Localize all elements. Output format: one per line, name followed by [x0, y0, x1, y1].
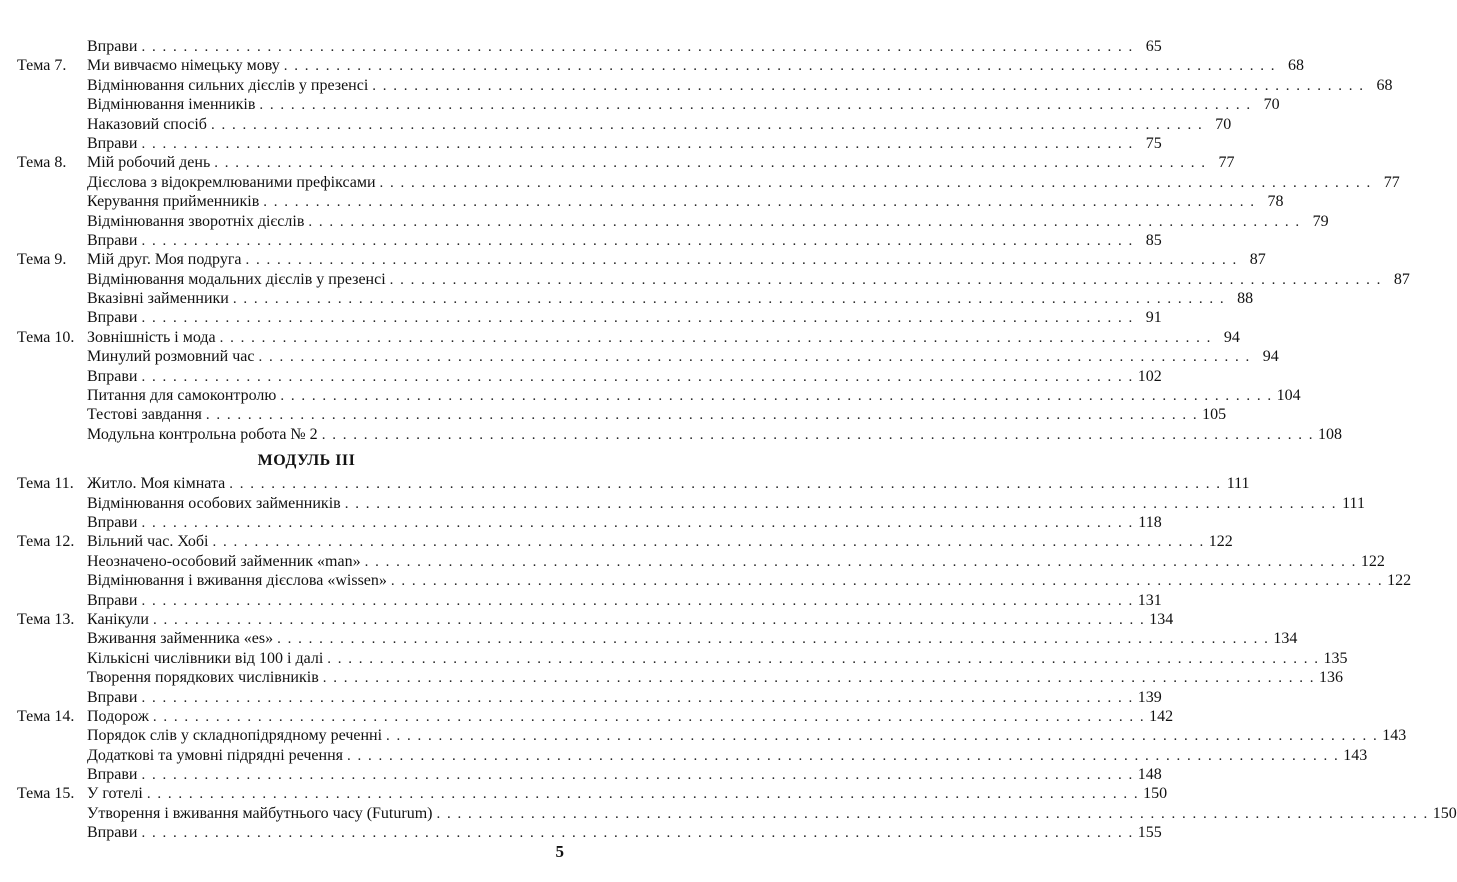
- toc-list-top: [15, 37, 1410, 444]
- toc-page-number: 91: [1145, 309, 1162, 327]
- toc-entry: [15, 629, 1298, 648]
- toc-entry-title: Відмінювання іменників: [87, 96, 256, 114]
- toc-entry: [15, 289, 1254, 308]
- toc-entry: [15, 134, 1162, 153]
- toc-entry-title: Вживання займенника «es»: [87, 630, 274, 648]
- toc-entry: [15, 513, 1162, 532]
- toc-dot-leader: [322, 426, 1314, 445]
- toc-dot-leader: [141, 368, 1133, 387]
- toc-page-number: 143: [1343, 746, 1368, 764]
- toc-entry: [15, 474, 1250, 493]
- toc-entry: [15, 95, 1280, 114]
- toc-page-number: 77: [1383, 173, 1400, 191]
- toc-page-number: 68: [1376, 76, 1393, 94]
- toc-page-number: 142: [1149, 707, 1174, 725]
- toc-entry-title: Вправи: [87, 38, 138, 55]
- toc-page-number: 94: [1262, 348, 1279, 366]
- toc-dot-leader: [263, 193, 1255, 212]
- toc-entry: [15, 76, 1393, 95]
- toc-entry: [15, 707, 1174, 726]
- toc-dot-leader: [141, 309, 1133, 328]
- toc-topic-number: Тема 10.: [17, 328, 75, 346]
- toc-dot-leader: [246, 251, 1238, 270]
- toc-topic-number: Тема 13.: [17, 610, 75, 628]
- toc-entry-title: Вільний час. Хобі: [87, 533, 209, 551]
- toc-entry: [15, 726, 1407, 745]
- toc-dot-leader: [365, 553, 1357, 572]
- toc-dot-leader: [259, 96, 1251, 115]
- toc-dot-leader: [308, 213, 1300, 232]
- toc-dot-leader: [233, 290, 1225, 309]
- toc-page-number: 134: [1149, 610, 1174, 628]
- toc-page-number: 150: [1143, 785, 1168, 803]
- toc-page-number: 122: [1387, 572, 1412, 590]
- toc-page-number: 139: [1137, 688, 1162, 706]
- toc-topic-number: Тема 9.: [17, 251, 67, 269]
- toc-entry: [15, 746, 1368, 765]
- toc-entry: [15, 668, 1343, 687]
- toc-dot-leader: [436, 805, 1428, 824]
- table-of-contents: [15, 37, 1457, 843]
- toc-entry-title: Вправи: [87, 766, 138, 784]
- toc-entry-title: Ми вивчаємо німецьку мову: [87, 57, 280, 75]
- toc-entry: [15, 308, 1162, 327]
- toc-dot-leader: [141, 689, 1133, 708]
- toc-entry: [15, 115, 1232, 134]
- toc-entry-title: Відмінювання зворотніх дієслів: [87, 212, 305, 230]
- toc-page-number: 131: [1137, 591, 1162, 609]
- toc-page-number: 134: [1273, 630, 1298, 648]
- toc-entry-title: Канікули: [87, 610, 149, 628]
- toc-dot-leader: [206, 406, 1198, 425]
- toc-entry-title: Минулий розмовний час: [87, 348, 255, 366]
- toc-entry: [15, 231, 1162, 250]
- toc-page-number: 77: [1218, 154, 1235, 172]
- toc-entry-title: Утворення і вживання майбутнього часу (Futurum): [87, 804, 433, 822]
- toc-entry-title: Відмінювання модальних дієслів у презенсі: [87, 270, 386, 288]
- toc-entry: [15, 823, 1162, 842]
- toc-dot-leader: [212, 533, 1204, 552]
- toc-dot-leader: [141, 514, 1133, 533]
- toc-entry: [15, 494, 1365, 513]
- toc-entry-title: Порядок слів у складнопідрядному реченні: [87, 727, 383, 745]
- toc-dot-leader: [347, 747, 1339, 766]
- toc-entry-title: Вказівні займенники: [87, 290, 229, 308]
- toc-entry-title: Творення порядкових числівників: [87, 669, 319, 687]
- toc-page-number: 88: [1237, 290, 1254, 308]
- toc-page-number: 78: [1267, 193, 1284, 211]
- toc-entry: [15, 591, 1162, 610]
- toc-dot-leader: [211, 116, 1203, 135]
- toc-dot-leader: [141, 766, 1133, 785]
- page-number: 5: [555, 842, 564, 861]
- toc-dot-leader: [153, 708, 1145, 727]
- toc-page-number: 70: [1263, 96, 1280, 114]
- toc-dot-leader: [391, 572, 1383, 591]
- toc-dot-leader: [220, 329, 1212, 348]
- toc-page-number: 87: [1249, 251, 1266, 269]
- toc-dot-leader: [345, 495, 1337, 514]
- toc-entry: [15, 37, 1162, 56]
- toc-page-number: 75: [1145, 134, 1162, 152]
- toc-dot-leader: [214, 154, 1206, 173]
- toc-entry: [15, 173, 1400, 192]
- toc-entry: [15, 649, 1348, 668]
- toc-dot-leader: [153, 611, 1145, 630]
- toc-entry-title: Модульна контрольна робота № 2: [87, 425, 318, 443]
- toc-page-number: 87: [1393, 270, 1410, 288]
- toc-entry-title: У готелі: [87, 785, 143, 803]
- toc-dot-leader: [141, 824, 1133, 843]
- toc-entry: [15, 367, 1162, 386]
- toc-page-number: 85: [1145, 231, 1162, 249]
- toc-page-number: 136: [1319, 669, 1343, 687]
- toc-topic-number: Тема 11.: [17, 475, 74, 493]
- module-heading: МОДУЛЬ III: [257, 452, 356, 470]
- toc-entry: [15, 765, 1162, 784]
- toc-page-number: 155: [1137, 824, 1162, 842]
- toc-entry: [15, 56, 1305, 75]
- toc-entry: [15, 250, 1266, 269]
- toc-entry-title: Вправи: [87, 513, 138, 531]
- toc-topic-number: Тема 14.: [17, 707, 75, 725]
- toc-entry-title: Мій друг. Моя подруга: [87, 251, 242, 269]
- toc-entry-title: Відмінювання особових займенників: [87, 494, 341, 512]
- toc-dot-leader: [327, 650, 1319, 669]
- toc-page-number: 111: [1342, 494, 1365, 512]
- toc-dot-leader: [141, 135, 1133, 154]
- toc-entry: [15, 610, 1174, 629]
- toc-entry-title: Мій робочий день: [87, 154, 211, 172]
- toc-page-number: 79: [1312, 212, 1329, 230]
- toc-page-number: 148: [1137, 766, 1162, 784]
- toc-entry: [15, 552, 1385, 571]
- toc-dot-leader: [141, 592, 1133, 611]
- toc-entry-title: Вправи: [87, 134, 138, 152]
- toc-page-number: 70: [1215, 115, 1232, 133]
- toc-entry: [15, 571, 1412, 590]
- toc-page-number: 122: [1208, 533, 1233, 551]
- toc-entry: [15, 192, 1284, 211]
- toc-entry-title: Відмінювання сильних дієслів у презенсі: [87, 76, 369, 94]
- toc-entry-title: Вправи: [87, 688, 138, 706]
- toc-entry-title: Керування прийменників: [87, 193, 260, 211]
- toc-entry-title: Дієслова з відокремлюваними префіксами: [87, 173, 376, 191]
- toc-entry-title: Неозначено-особовий займенник «man»: [87, 552, 361, 570]
- toc-entry-title: Житло. Моя кімната: [87, 475, 226, 493]
- toc-dot-leader: [390, 271, 1382, 290]
- toc-page-number: 111: [1226, 475, 1250, 493]
- toc-entry: [15, 804, 1457, 823]
- toc-dot-leader: [284, 57, 1276, 76]
- toc-entry-title: Подорож: [87, 707, 149, 725]
- toc-dot-leader: [280, 387, 1272, 406]
- toc-page-number: 104: [1276, 387, 1301, 405]
- toc-entry: [15, 270, 1410, 289]
- toc-entry-title: Кількісні числівники від 100 і далі: [87, 649, 324, 667]
- toc-entry-title: Вправи: [87, 367, 138, 385]
- toc-page-number: 150: [1432, 804, 1457, 822]
- toc-page-number: 65: [1145, 38, 1162, 55]
- toc-page-number: 135: [1323, 649, 1348, 667]
- toc-dot-leader: [141, 38, 1133, 57]
- toc-page-number: 143: [1382, 727, 1407, 745]
- toc-entry: [15, 425, 1342, 444]
- toc-dot-leader: [277, 630, 1269, 649]
- toc-dot-leader: [147, 785, 1139, 804]
- toc-page-number: 122: [1360, 552, 1385, 570]
- toc-dot-leader: [258, 348, 1250, 367]
- toc-entry: [15, 153, 1235, 172]
- toc-page-number: 105: [1202, 406, 1227, 424]
- toc-topic-number: Тема 7.: [17, 57, 67, 75]
- toc-entry-title: Питання для самоконтролю: [87, 387, 277, 405]
- toc-entry: [15, 405, 1227, 424]
- toc-entry-title: Наказовий спосіб: [87, 115, 207, 133]
- toc-entry-title: Тестові завдання: [87, 406, 202, 424]
- toc-entry-title: Відмінювання і вживання дієслова «wissen»: [87, 572, 387, 590]
- toc-entry: [15, 212, 1329, 231]
- toc-topic-number: Тема 8.: [17, 154, 67, 172]
- toc-entry: [15, 532, 1233, 551]
- toc-dot-leader: [323, 669, 1315, 688]
- toc-entry-title: Додаткові та умовні підрядні речення: [87, 746, 343, 764]
- toc-dot-leader: [229, 475, 1221, 494]
- toc-entry: [15, 328, 1240, 347]
- toc-dot-leader: [380, 174, 1372, 193]
- toc-dot-leader: [386, 727, 1378, 746]
- toc-page-number: 108: [1317, 425, 1342, 443]
- toc-entry-title: Вправи: [87, 591, 138, 609]
- toc-entry: [15, 347, 1279, 366]
- toc-entry-title: Вправи: [87, 824, 138, 842]
- toc-entry-title: Вправи: [87, 231, 138, 249]
- toc-topic-number: Тема 12.: [17, 533, 75, 551]
- toc-page-number: 94: [1223, 328, 1240, 346]
- toc-page-number: 102: [1137, 367, 1162, 385]
- toc-entry-title: Вправи: [87, 309, 138, 327]
- toc-page-number: 68: [1288, 57, 1305, 75]
- toc-page-number: 118: [1138, 513, 1162, 531]
- toc-entry: [15, 688, 1162, 707]
- toc-dot-leader: [141, 232, 1133, 251]
- toc-dot-leader: [372, 77, 1364, 96]
- toc-entry: [15, 784, 1168, 803]
- toc-entry: [15, 386, 1301, 405]
- toc-list-bottom: [15, 474, 1457, 842]
- toc-topic-number: Тема 15.: [17, 785, 75, 803]
- toc-entry-title: Зовнішність і мода: [87, 328, 216, 346]
